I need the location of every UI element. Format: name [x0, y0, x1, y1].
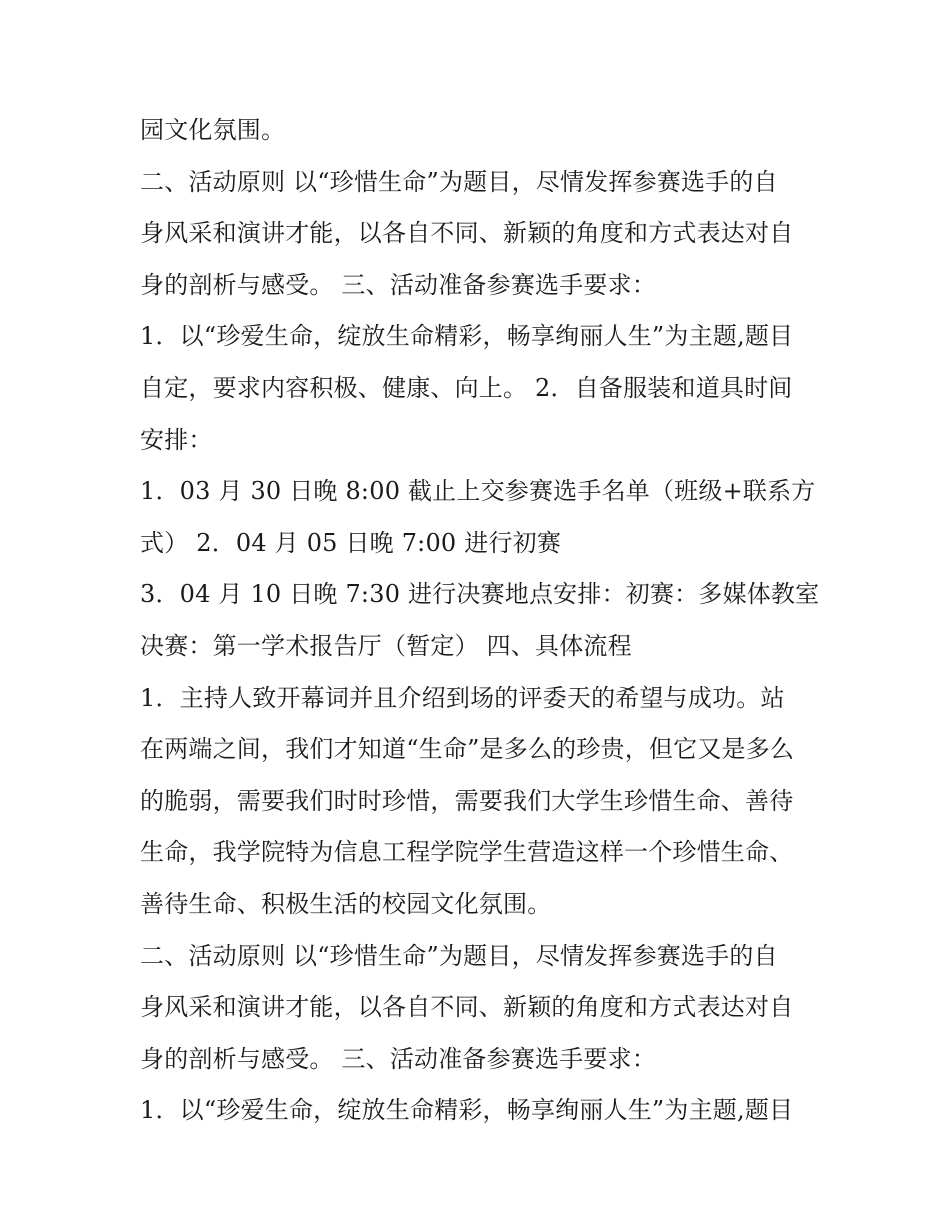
document-body: [140, 105, 820, 1137]
text-line: 身的剖析与感受。 三、活动准备参赛选手要求：: [140, 1044, 657, 1073]
text-line: 身风采和演讲才能，以各自不同、新颖的角度和方式表达对自: [140, 219, 794, 248]
text-line: 1．以“珍爱生命，绽放生命精彩，畅享绚丽人生”为主题,题目: [140, 322, 794, 351]
text-line: 园文化氛围。: [140, 116, 286, 144]
text-line: 决赛：第一学术报告厅（暂定） 四、具体流程: [140, 631, 632, 660]
text-line: 善待生命、积极生活的校园文化氛围。: [140, 889, 552, 918]
text-line: 式） 2．04 月 05 日晚 7:00 进行初赛: [140, 528, 562, 557]
text-line: 生命，我学院特为信息工程学院学生营造这样一个珍惜生命、: [140, 838, 794, 867]
text-line: 身风采和演讲才能，以各自不同、新颖的角度和方式表达对自: [140, 993, 794, 1022]
text-line: 身的剖析与感受。 三、活动准备参赛选手要求：: [140, 270, 657, 299]
text-line: 在两端之间，我们才知道“生命”是多么的珍贵，但它又是多么: [140, 735, 795, 764]
text-line: 自定，要求内容积极、健康、向上。 2．自备服装和道具时间: [140, 373, 793, 402]
text-line: 二、活动原则 以“珍惜生命”为题目，尽情发挥参赛选手的自: [140, 167, 778, 196]
text-line: 1．03 月 30 日晚 8:00 截止上交参赛选手名单（班级+联系方: [140, 477, 816, 506]
text-line: 安排：: [140, 425, 213, 454]
text-line: 二、活动原则 以“珍惜生命”为题目，尽情发挥参赛选手的自: [140, 941, 778, 970]
text-line: 1．以“珍爱生命，绽放生命精彩，畅享绚丽人生”为主题,题目: [140, 1096, 794, 1125]
text-line: 的脆弱，需要我们时时珍惜，需要我们大学生珍惜生命、善待: [140, 786, 794, 815]
text-line: 3．04 月 10 日晚 7:30 进行决赛地点安排：初赛：多媒体教室: [140, 580, 820, 609]
text-line: 1．主持人致开幕词并且介绍到场的评委天的希望与成功。站: [140, 683, 785, 712]
